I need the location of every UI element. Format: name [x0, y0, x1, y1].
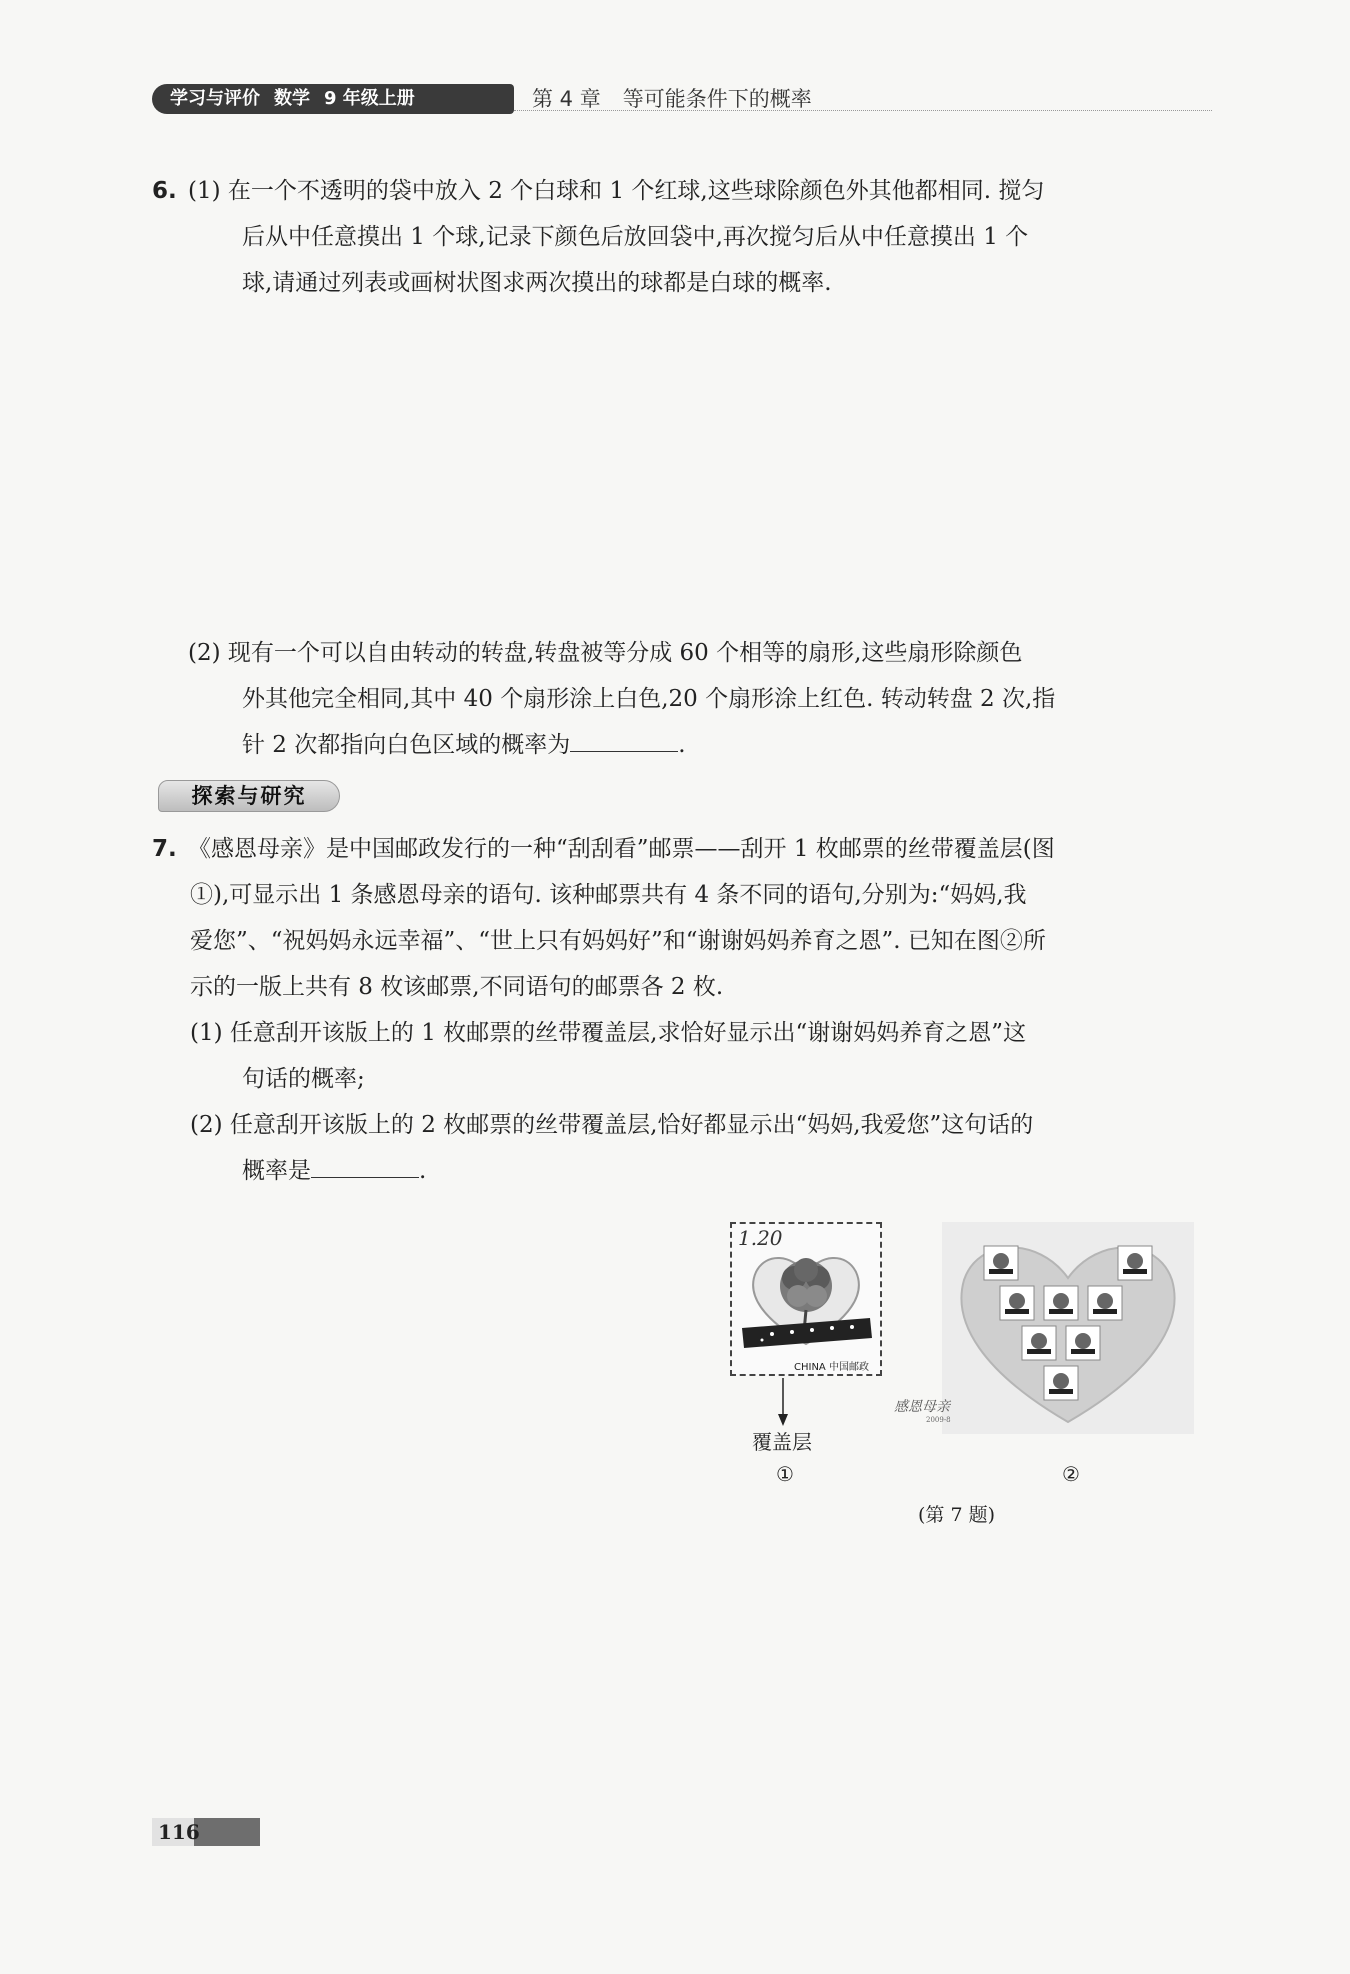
q6-number: 6.: [152, 178, 177, 204]
page-number: 116: [152, 1818, 260, 1846]
q6-answer-blank[interactable]: [570, 729, 678, 752]
chapter-number: 第 4 章: [532, 87, 601, 111]
q6-part1-line2: 后从中任意摸出 1 个球,记录下颜色后放回袋中,再次搅匀后从中任意摸出 1 个: [242, 224, 1029, 250]
q7-part1-line1: (1) 任意刮开该版上的 1 枚邮票的丝带覆盖层,求恰好显示出“谢谢妈妈养育之恩”这: [190, 1020, 1026, 1046]
chapter-title: 等可能条件下的概率: [622, 87, 812, 111]
book-grade: 9 年级上册: [324, 88, 415, 109]
q7-intro-line3: 爱您”、“祝妈妈永远幸福”、“世上只有妈妈好”和“谢谢妈妈养育之恩”. 已知在图②所: [190, 928, 1046, 954]
pointer-label: 覆盖层: [752, 1430, 812, 1454]
q7-part1-line2: 句话的概率;: [242, 1066, 365, 1092]
q7-figure: [720, 1218, 1200, 1538]
arrow-down-icon: [777, 1378, 789, 1428]
q7-number: 7.: [152, 836, 177, 862]
q6-part1-line3: 球,请通过列表或画树状图求两次摸出的球都是白球的概率.: [242, 270, 832, 296]
section-banner: 探索与研究: [158, 780, 340, 812]
q7-intro-line2: ①),可显示出 1 条感恩母亲的语句. 该种邮票共有 4 条不同的语句,分别为:“妈妈,我: [190, 882, 1027, 908]
q7-answer-blank[interactable]: [311, 1155, 419, 1178]
book-subject: 数学: [274, 88, 310, 109]
q7-part2-line1: (2) 任意刮开该版上的 2 枚邮票的丝带覆盖层,恰好都显示出“妈妈,我爱您”这句话的: [190, 1112, 1034, 1138]
stamp-face-value: 1.20: [738, 1226, 783, 1250]
header-dotted-rule: [514, 110, 1212, 111]
page-header: [152, 84, 1212, 114]
q7-part2-line2: 概率是 .: [242, 1148, 426, 1194]
q6-part2-line2: 外其他完全相同,其中 40 个扇形涂上白色,20 个扇形涂上红色. 转动转盘 2 次,指: [242, 686, 1056, 712]
sheet-code: 2009-8: [926, 1416, 951, 1424]
q6-part1-line1: (1) 在一个不透明的袋中放入 2 个白球和 1 个红球,这些球除颜色外其他都相同. 搅匀: [188, 178, 1045, 204]
q6-part2-line3: 针 2 次都指向白色区域的概率为 .: [242, 722, 686, 768]
figure-label-2: ②: [1062, 1462, 1080, 1486]
stamp-sheet-image: [942, 1222, 1194, 1434]
q7-intro-line4: 示的一版上共有 8 枚该邮票,不同语句的邮票各 2 枚.: [190, 974, 724, 1000]
q7-intro-line1: 《感恩母亲》是中国邮政发行的一种“刮刮看”邮票——刮开 1 枚邮票的丝带覆盖层(图: [188, 836, 1055, 862]
stamp-brand: CHINA 中国邮政: [794, 1362, 869, 1373]
book-series: 学习与评价: [170, 88, 260, 109]
figure-caption: (第 7 题): [918, 1504, 995, 1526]
stamp-image: [730, 1222, 882, 1376]
book-title-badge: [152, 84, 514, 114]
figure-label-1: ①: [776, 1462, 794, 1486]
sheet-signature: 感恩母亲: [894, 1399, 950, 1415]
q6-part2-line1: (2) 现有一个可以自由转动的转盘,转盘被等分成 60 个相等的扇形,这些扇形除颜色: [188, 640, 1023, 666]
